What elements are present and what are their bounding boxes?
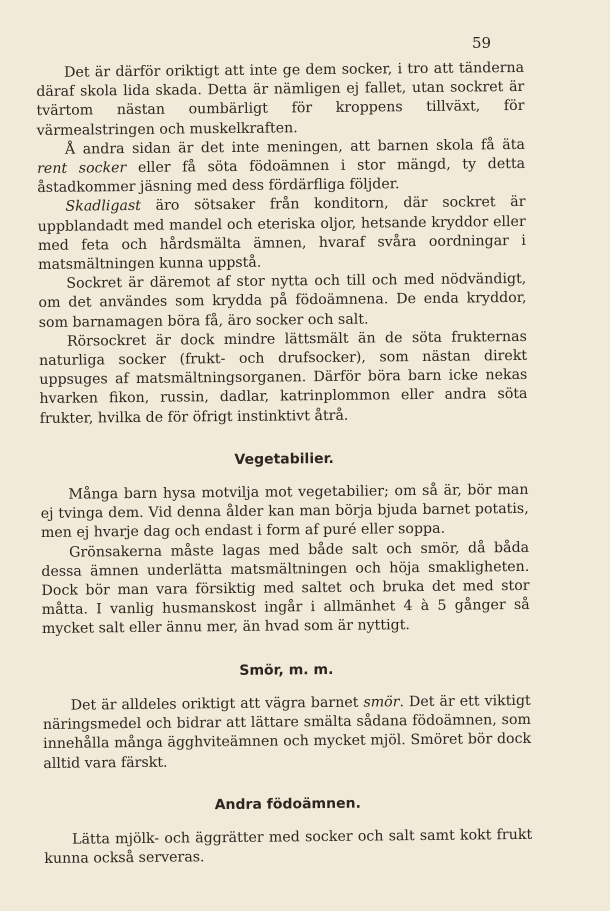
heading-vegetables: Vegetabilier. [234,450,334,468]
paragraph [41,539,530,640]
paragraph-text: Rörsockret är dock mindre lättsmält än de söta frukternas naturliga socker (frukt- och drufsocker), som nästan direkt uppsuges af matsmältningsorganen. Därför böra barn icke nekas hvarken fikon, russin, dadlar, katrinplommon eller andra söta frukter, hvilka de för öfrigt instinktivt åtrå. [39,328,528,427]
section-other-foods [44,826,532,870]
heading-butter: Smör, m. m. [239,661,334,679]
paragraph [37,193,526,275]
paragraph-text: Det är alldeles oriktigt att vägra barnet [70,694,364,714]
paragraph [40,481,529,544]
paragraph-text: Grönsakerna måste lagas med både salt och smör, då båda dessa ämnen underlätta matsmältningen och höja smakligheten. Dock bör man vara försiktig med saltet och bruka det med stor måtta. I vanlig husmanskost ingår i allmänhet 4 à 5 gånger så mycket salt eller ännu mer, än hvad som är nyttigt. [41,539,530,638]
emphasis-text: rent socker [37,160,127,178]
paragraph-text: . Det är ett viktigt näringsmedel och bidrar att lättare smälta sådana födoämnen, som innehålla många ägghviteämnen och mycket mjöl. Smöret bör dock alltid vara färskt. [42,692,532,772]
paragraph [37,136,526,199]
page-number: 59 [472,34,492,52]
paragraph-text: Å andra sidan är det inte meningen, att barnen skola få äta [64,136,525,158]
paragraph [43,692,532,774]
paragraph [44,826,532,870]
paragraph [36,59,525,141]
page-content [36,59,532,869]
section-butter [43,692,532,774]
paragraph [39,328,528,429]
emphasis-text: Skadligast [65,198,142,216]
paragraph-text: Lätta mjölk- och äggrätter med socker och salt samt kokt frukt kunna också serveras. [44,826,533,868]
heading-other-foods: Andra födoämnen. [214,795,361,813]
paragraph-text: äro sötsaker från konditorn, där sockret är uppblandadt med mandel och eteriska oljor, hetsande kryddor eller med feta och hårdsmälta ämnen, hvaraf svåra oordningar i matsmältningen kunna uppstå. [37,194,526,274]
section-vegetables [40,481,530,640]
paragraph-text: Det är därför oriktigt att inte ge dem socker, i tro att tänderna däraf skola lida skada. Detta är nämligen ej fallet, utan sockret är tvärtom nästan oumbärligt för kroppens tillväxt, för värmealstringen och muskelkraften. [36,59,525,139]
section-sugar [36,59,528,429]
paragraph-text: Sockret är däremot af stor nytta och till och med nödvändigt, om det användes som krydda på födoämnena. De enda kryddor, som barnamagen böra få, äro socker och salt. [38,271,527,331]
paragraph-text: Många barn hysa motvilja mot vegetabilier; om så är, bör man ej tvinga dem. Vid denna ålder kan man börja bjuda barnet potatis, men ej hvarje dag och endast i form af puré eller soppa. [40,481,529,542]
paragraph [38,270,527,333]
emphasis-text: smör [363,694,400,711]
paragraph-text: eller få söta födoämnen i stor mängd, ty detta åstadkommer jäsning med dess fördärfliga följder. [37,155,526,197]
